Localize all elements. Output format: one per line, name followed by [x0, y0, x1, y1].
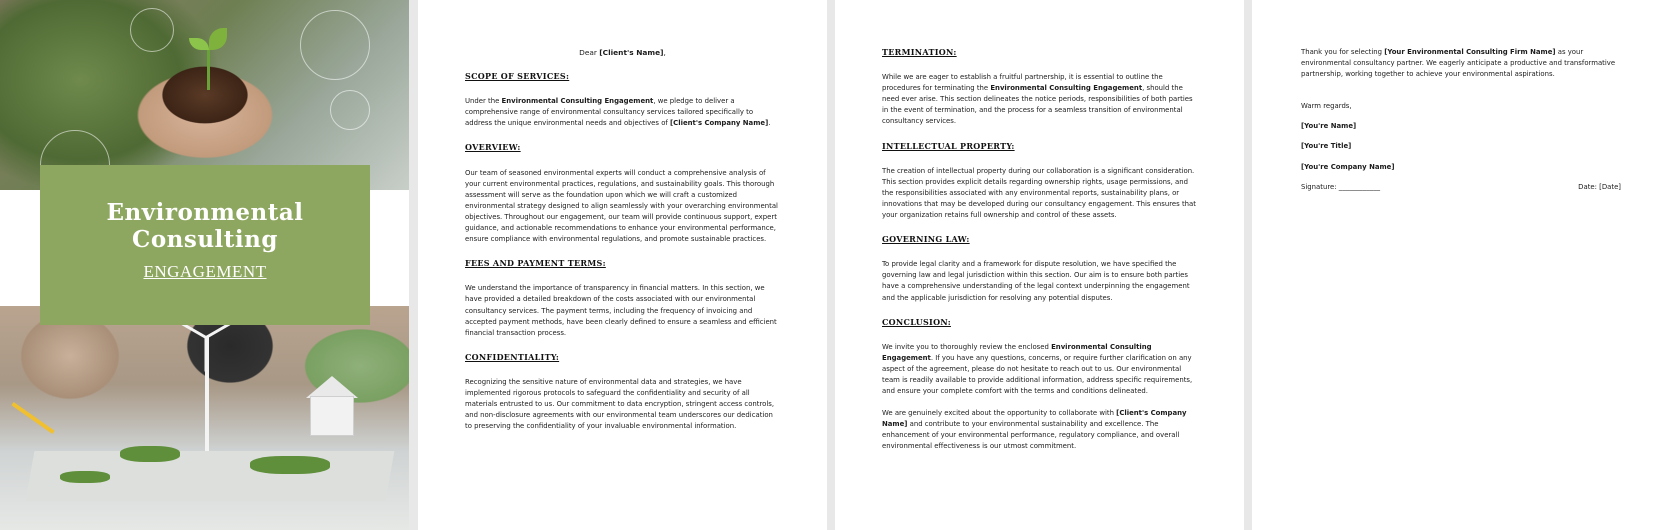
cover-photo-top — [0, 0, 409, 190]
fees-heading: FEES AND PAYMENT TERMS: — [465, 258, 606, 269]
fees-paragraph: We understand the importance of transparency in financial matters. In this section, we have provided a detailed breakdown of the costs associated with our environmental consultancy services. The payment terms, including the frequency of invoicing and accepted payment methods, have been clearly defined to ensure a seamless and efficient financial transaction process. — [465, 284, 777, 337]
termination-paragraph — [882, 72, 1197, 127]
thanks-text: as your environmental consultancy partner. We eagerly anticipate a productive and transformative partnership, working together to achieve your environmental aspirations. — [1301, 48, 1616, 79]
moss-patch — [120, 446, 180, 462]
overview-heading: OVERVIEW: — [465, 142, 521, 153]
conclusion-heading: CONCLUSION: — [882, 316, 951, 327]
cover-photo-bottom — [0, 306, 409, 530]
moss-patch — [60, 471, 110, 483]
scope-text: Under the — [465, 97, 502, 106]
signature-line: Signature: ____________ — [1301, 182, 1381, 191]
overview-paragraph: Our team of seasoned environmental experts will conduct a comprehensive analysis of your current environmental practices, regulations, and sustainability goals. This thorough assessment will serve as the foundation upon which we will craft a customized environmental strategy designed to align seamlessly with your overarching environmental objectives. Throughout our engagement, our team will provide continuous support, expert guidance, and actionable recommendations to enhance your environmental performance, ensure compliance with environmental regulations, and promote sustainable practices. — [465, 168, 778, 244]
moss-patch — [250, 456, 330, 474]
engagement-name: Environmental Consulting Engagement — [501, 97, 654, 106]
ip-heading: INTELLECTUAL PROPERTY: — [882, 140, 1015, 151]
conclusion-text: We invite you to thoroughly review the enclosed — [882, 342, 1052, 351]
scope-paragraph — [465, 96, 780, 129]
engagement-name: Environmental Consulting Engagement — [990, 84, 1143, 93]
page-2 — [418, 0, 827, 530]
termination-heading: TERMINATION: — [882, 47, 957, 57]
date-field: Date: [Date] — [1578, 182, 1621, 191]
sender-name-field: [You're Name] — [1301, 122, 1357, 131]
page-2-content — [465, 47, 780, 445]
conclusion-text: We are genuinely excited about the opportunity to collaborate with — [882, 409, 1117, 418]
thanks-text: Thank you for selecting — [1301, 48, 1385, 56]
warm-regards: Warm regards, — [1301, 102, 1352, 111]
eco-circle-icon — [130, 8, 174, 52]
house-roof — [306, 376, 358, 398]
eco-circle-icon — [300, 10, 370, 80]
termination-text: While we are eager to establish a fruitful partnership, it is essential to outline the procedures for terminating the — [882, 73, 1163, 93]
eco-circle-icon — [330, 90, 370, 130]
greeting-comma: , — [663, 48, 666, 57]
scope-text: . — [768, 119, 771, 128]
conclusion-paragraph-1 — [882, 342, 1197, 397]
ip-paragraph: The creation of intellectual property during our collaboration is a significant consideration. This section provides explicit details regarding ownership rights, usage permissions, and the responsibilities associated with any environmental reports, sustainability plans, or innovations that may be developed during our consultancy engagement. This ensures that your organization retains full ownership and control of these assets. — [882, 166, 1196, 220]
signature-row — [1301, 182, 1621, 193]
client-name-field: [Client's Name] — [599, 48, 664, 57]
client-company-field: [Client's Company Name] — [882, 409, 1187, 429]
cover-page — [0, 0, 409, 530]
page-3-content — [882, 47, 1197, 466]
cover-title-box — [40, 165, 370, 325]
law-heading: GOVERNING LAW: — [882, 234, 970, 245]
client-company-field: [Client's Company Name] — [670, 119, 769, 128]
page-3 — [835, 0, 1244, 530]
confidentiality-heading: CONFIDENTIALITY: — [465, 351, 560, 362]
scope-heading: SCOPE OF SERVICES: — [465, 71, 570, 82]
turbine-blade — [205, 338, 208, 372]
termination-text: , should the need ever arise. This section delineates the notice periods, responsibilities of both parties in the event of termination, and the process for a seamless transition of environmental consultancy services. — [882, 84, 1193, 126]
cover-title — [40, 199, 370, 253]
conclusion-text: and contribute to your environmental sustainability and excellence. The enhancement of your environmental performance, regulatory compliance, and overall environmental effectiveness is our utmost commitment. — [882, 420, 1180, 451]
greeting-text: Dear — [579, 48, 600, 57]
pencil-icon — [11, 402, 54, 434]
sprout-icon — [195, 28, 221, 88]
sender-company-field: [You're Company Name] — [1301, 162, 1395, 171]
sender-title-field: [You're Title] — [1301, 142, 1352, 151]
conclusion-text: . If you have any questions, concerns, or require further clarification on any aspect of the agreement, please do not hesitate to reach out to us. Our environmental team is readily available to provide additional information, address specific requirements, and ensure your complete comfort with the terms and conditions delineated. — [882, 353, 1193, 396]
greeting — [465, 47, 780, 58]
cover-title-line2: Consulting — [132, 226, 278, 253]
conclusion-paragraph-2 — [882, 408, 1197, 452]
confidentiality-paragraph: Recognizing the sensitive nature of environmental data and strategies, we have implemented rigorous protocols to safeguard the confidentiality and security of all materials entrusted to us. Our commitment to data encryption, stringent access controls, and non-disclosure agreements with our environmental team underscores our dedication to preserving the confidentiality of your invaluable environmental information. — [465, 377, 775, 431]
engagement-name: Environmental Consulting Engagement — [882, 342, 1152, 362]
cover-title-line1: Environmental — [106, 199, 304, 226]
house-model-icon — [310, 396, 354, 436]
thanks-paragraph — [1301, 47, 1621, 80]
page-4 — [1252, 0, 1661, 530]
law-paragraph: To provide legal clarity and a framework for dispute resolution, we have specified the governing law and legal jurisdiction within this section. Our aim is to ensure both parties have a comprehensive understanding of the legal context underpinning the engagement and the applicable jurisdiction for resolving any potential disputes. — [882, 260, 1190, 302]
page-4-content — [1301, 47, 1621, 193]
cover-subtitle: ENGAGEMENT — [143, 262, 267, 281]
firm-name-field: [Your Environmental Consulting Firm Name] — [1384, 48, 1556, 56]
scope-text: , we pledge to deliver a comprehensive range of environmental consultancy services tailored specifically to address the unique environmental needs and objectives of — [465, 97, 754, 128]
